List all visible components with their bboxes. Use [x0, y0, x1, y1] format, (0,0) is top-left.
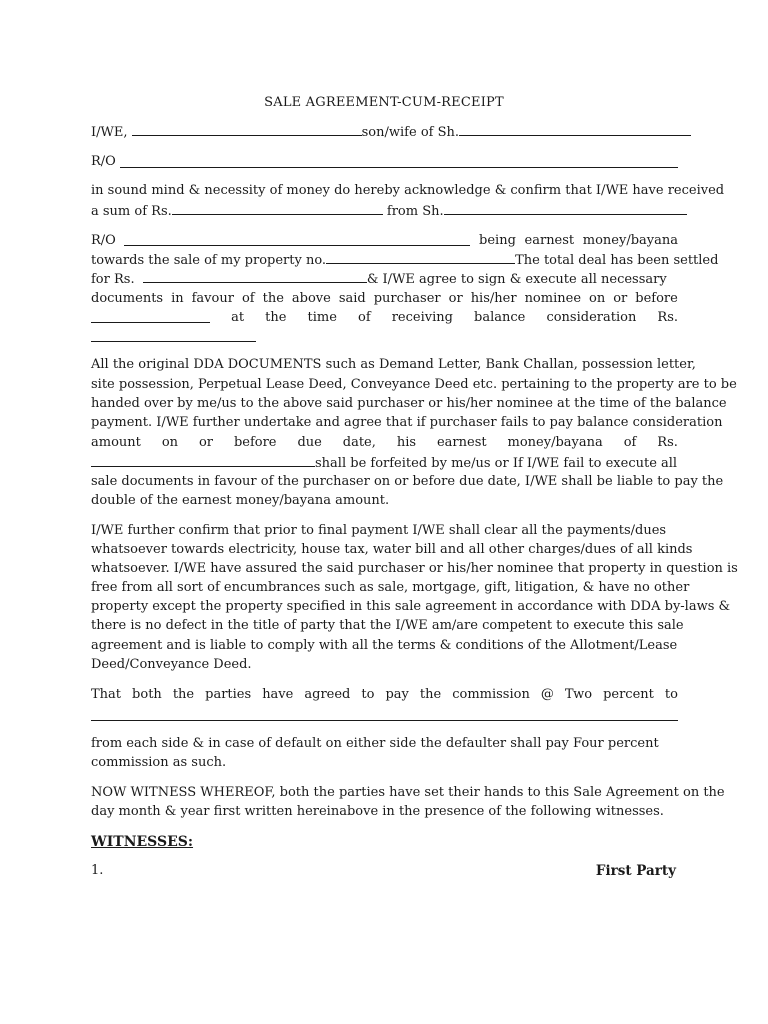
- para6-line1: from each side & in case of default on either side the defaulter shall pay Four percent: [91, 736, 659, 751]
- p5-w0: That: [91, 687, 122, 702]
- p2l4-w10: nominee: [524, 291, 582, 306]
- p5-w6: to: [361, 687, 375, 702]
- p2l4-w6: said: [338, 291, 366, 306]
- word-being: being: [479, 233, 516, 248]
- witnesses-heading: WITNESSES:: [91, 834, 194, 850]
- p5-w7: pay: [385, 687, 409, 702]
- address-blank-2: [124, 234, 470, 246]
- forfeit-text: shall be forfeited by me/us or If I/WE fail to execute all: [315, 456, 678, 471]
- witness-1-label: 1.: [91, 863, 104, 878]
- p2l5-w4: receiving: [391, 310, 453, 325]
- forfeit-amount-blank: [91, 455, 315, 467]
- p5-w11: Two: [564, 687, 593, 702]
- son-wife-of-label: son/wife of Sh.: [361, 125, 459, 140]
- p2l4-w1: in: [171, 291, 184, 306]
- p2l4-w8: or: [448, 291, 463, 306]
- address-blank-1: [120, 167, 678, 168]
- p5-w13: to: [664, 687, 678, 702]
- due-date-blank: [91, 311, 210, 323]
- sum-of-label: a sum of Rs.: [91, 204, 172, 219]
- p2l4-w7: purchaser: [373, 291, 441, 306]
- para1-line1: in sound mind & necessity of money do hereby acknowledge & confirm that I/WE have received: [91, 183, 725, 198]
- para4-line7: agreement and is liable to comply with all the terms & conditions of the Allotment/Lease: [91, 638, 678, 653]
- para3-line8: double of the earnest money/bayana amount.: [91, 493, 390, 508]
- p2l5-w5: balance: [474, 310, 526, 325]
- para3-line5: [91, 435, 678, 451]
- p2l5-w6: consideration: [546, 310, 637, 325]
- p3l5-w4: due: [297, 435, 322, 450]
- para2-line2: [91, 252, 718, 269]
- p3l5-w2: or: [198, 435, 213, 450]
- p2l5-w1: the: [265, 310, 287, 325]
- p5-w5: agreed: [304, 687, 351, 702]
- father-name-blank: [459, 124, 691, 136]
- deal-amount-blank: [143, 271, 367, 283]
- deal-settled-text: The total deal has been settled: [515, 253, 719, 268]
- from-sh-label: from Sh.: [382, 204, 444, 219]
- p2l4-w9: his/her: [470, 291, 517, 306]
- property-no-label: towards the sale of my property no.: [91, 253, 327, 268]
- para4-line4: free from all sort of encumbrances such as sale, mortgage, gift, litigation, & have no other: [91, 580, 690, 595]
- para7-line2: day month & year first written hereinabove in the presence of the following witnesses.: [91, 804, 664, 819]
- name-blank: [132, 124, 362, 136]
- p3l5-w6: his: [396, 435, 417, 450]
- p2l4-w12: or: [613, 291, 628, 306]
- p5-w9: commission: [452, 687, 530, 702]
- p3l5-w1: on: [161, 435, 179, 450]
- para6-line2: commission as such.: [91, 755, 227, 770]
- p2l4-w13: before: [635, 291, 678, 306]
- para3-line2: site possession, Perpetual Lease Deed, Conveyance Deed etc. pertaining to the property are to be: [91, 377, 737, 392]
- p3l5-w7: earnest: [436, 435, 487, 450]
- para4-line1: I/WE further confirm that prior to final payment I/WE shall clear all the payments/dues: [91, 523, 667, 538]
- p2l4-w4: the: [262, 291, 284, 306]
- p3l5-w8: money/bayana: [507, 435, 603, 450]
- p2l5-w3: of: [358, 310, 371, 325]
- p2l4-w3: of: [241, 291, 255, 306]
- from-name-blank: [444, 203, 687, 215]
- para5-line1: [91, 687, 678, 703]
- word-earnest: earnest: [524, 233, 575, 248]
- p2l5-w2: time: [307, 310, 337, 325]
- para2-line5: [91, 310, 678, 326]
- p3l5-w5: date,: [342, 435, 376, 450]
- p3l5-w9: of: [623, 435, 637, 450]
- first-party-label: First Party: [595, 863, 676, 879]
- p2l5-w0: at: [231, 310, 245, 325]
- p5-w10: @: [540, 687, 554, 702]
- p5-w3: parties: [205, 687, 252, 702]
- para3-line7: sale documents in favour of the purchaser on or before due date, I/WE shall be liable to pay the: [91, 474, 724, 489]
- para2-line4: [91, 291, 678, 307]
- para3-line6: [91, 455, 677, 472]
- amount-blank: [172, 203, 383, 215]
- ro-label-2: R/O: [91, 233, 116, 248]
- p5-w12: percent: [603, 687, 654, 702]
- para4-line5: property except the property specified in this sale agreement in accordance with DDA by-laws &: [91, 599, 731, 614]
- para2-line3: [91, 271, 667, 288]
- para4-line8: Deed/Conveyance Deed.: [91, 657, 252, 672]
- balance-amount-blank: [91, 341, 256, 342]
- para4-line2: whatsoever towards electricity, house tax, water bill and all other charges/dues of all kinds: [91, 542, 693, 557]
- p2l4-w2: favour: [191, 291, 234, 306]
- para7-line1: NOW WITNESS WHEREOF, both the parties have set their hands to this Sale Agreement on the: [91, 785, 725, 800]
- p2l4-w5: above: [291, 291, 331, 306]
- p2l5-w7: Rs.: [657, 310, 678, 325]
- para4-line3: whatsoever. I/WE have assured the said purchaser or his/her nominee that property in question is: [91, 561, 738, 576]
- p5-w1: both: [132, 687, 162, 702]
- p5-w4: have: [262, 687, 294, 702]
- p5-w2: the: [172, 687, 195, 702]
- document-title: SALE AGREEMENT-CUM-RECEIPT: [264, 95, 504, 110]
- agree-sign-text: & I/WE agree to sign & execute all necessary: [366, 272, 667, 287]
- para3-line4: payment. I/WE further undertake and agree that if purchaser fails to pay balance consideration: [91, 415, 723, 430]
- p3l5-w10: Rs.: [657, 435, 678, 450]
- property-no-blank: [326, 252, 515, 264]
- p2l4-w11: on: [589, 291, 606, 306]
- p3l5-w0: amount: [91, 435, 141, 450]
- para4-line6: there is no defect in the title of party that the I/WE am/are competent to execute this sale: [91, 618, 684, 633]
- word-money-bayana: money/bayana: [582, 233, 678, 248]
- para2-line1: [91, 233, 678, 249]
- ro-label-1: R/O: [91, 154, 116, 169]
- p5-w8: the: [419, 687, 442, 702]
- para3-line3: handed over by me/us to the above said purchaser or his/her nominee at the time of the balance: [91, 396, 727, 411]
- iwe-line: [91, 124, 691, 141]
- para1-line2: [91, 203, 687, 220]
- commission-party-blank: [91, 720, 678, 721]
- p2l4-w0: documents: [91, 291, 164, 306]
- for-rs-label: for Rs.: [91, 272, 135, 287]
- p3l5-w3: before: [233, 435, 277, 450]
- para3-line1: All the original DDA DOCUMENTS such as Demand Letter, Bank Challan, possession letter,: [91, 357, 696, 372]
- iwe-prefix: I/WE,: [91, 125, 132, 140]
